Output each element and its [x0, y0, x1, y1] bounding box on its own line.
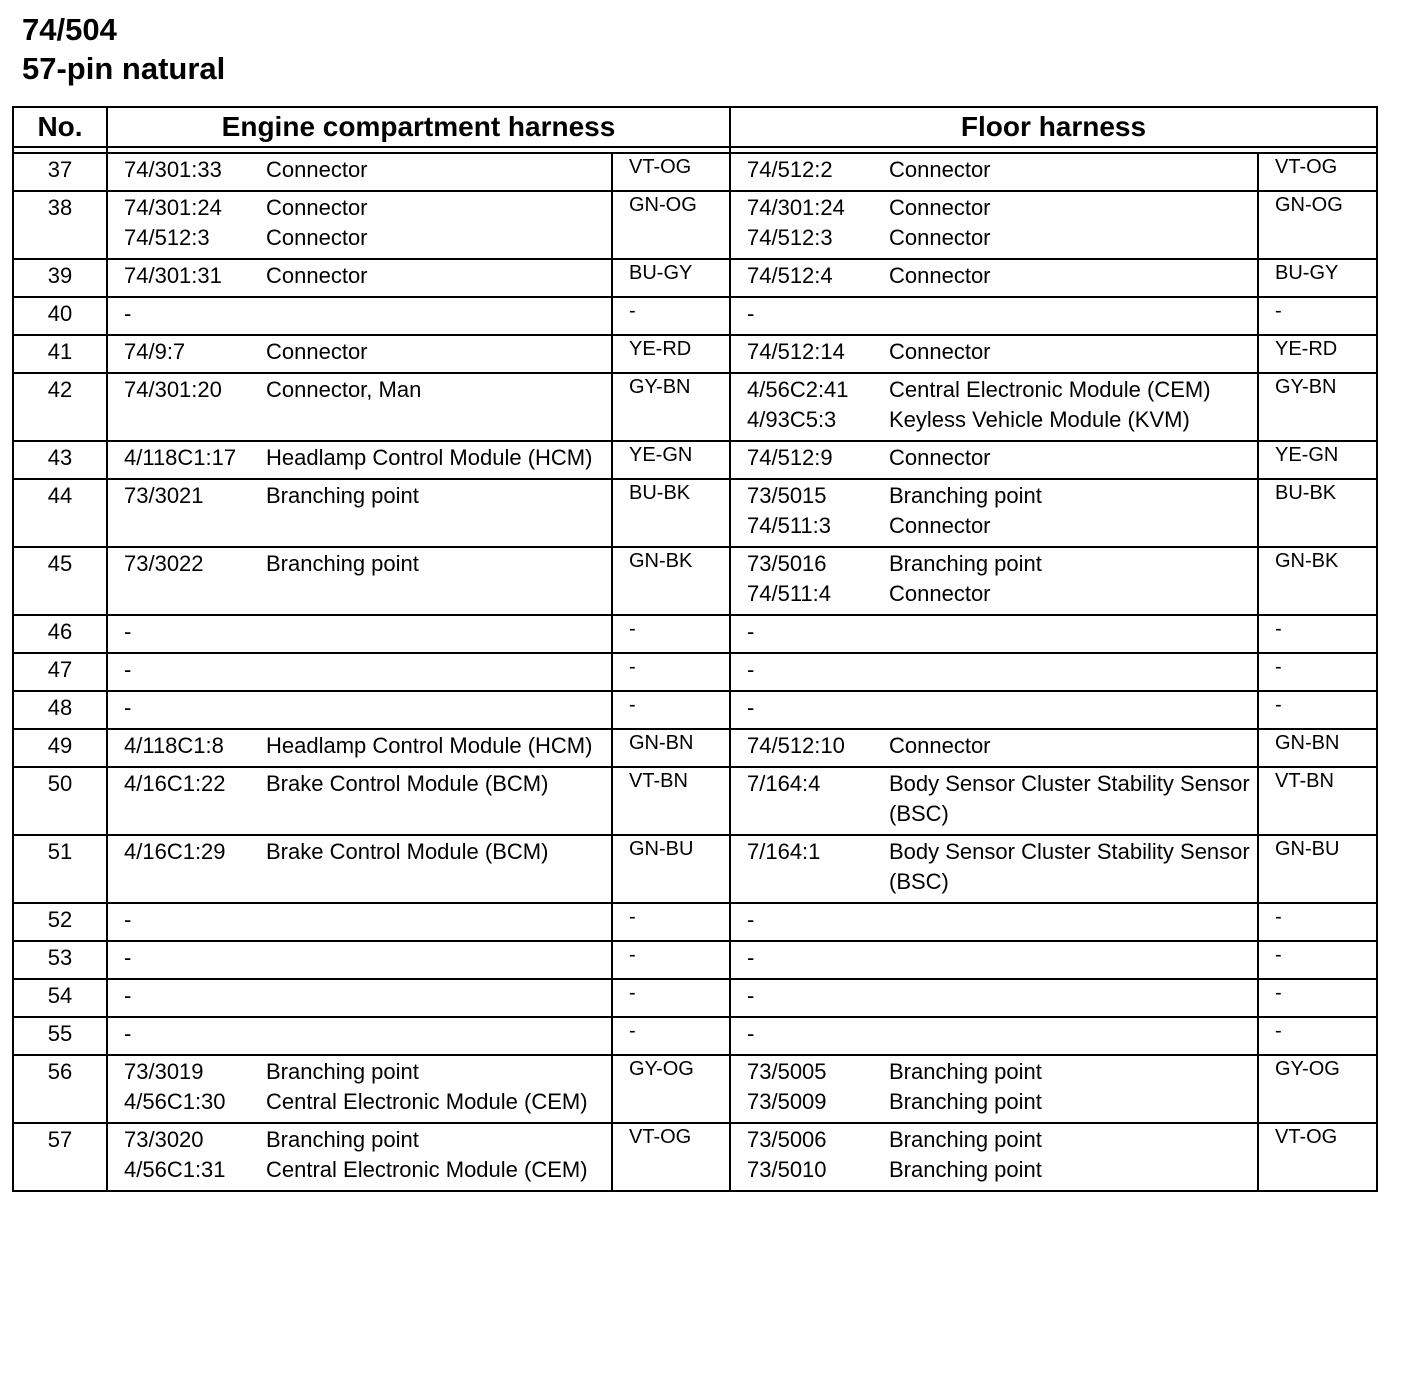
engine-connection-cell [107, 335, 612, 373]
pin-number: 53 [13, 941, 107, 979]
engine-entry [124, 549, 611, 579]
floor-wire-color: BU-GY [1258, 259, 1377, 297]
pin-number: 37 [13, 153, 107, 191]
engine-entry [124, 769, 611, 799]
engine-description: Connector [266, 225, 368, 250]
engine-wire-color: GY-OG [612, 1055, 730, 1123]
engine-description: Brake Control Module (BCM) [266, 771, 549, 796]
floor-connector-id: 74/301:24 [747, 195, 845, 220]
engine-description: Headlamp Control Module (HCM) [266, 445, 593, 470]
engine-description: Central Electronic Module (CEM) [266, 1089, 588, 1114]
engine-wire-color: - [612, 1017, 730, 1055]
floor-connector-id: 73/5016 [747, 551, 827, 576]
floor-wire-color: - [1258, 653, 1377, 691]
floor-description: Keyless Vehicle Module (KVM) [889, 407, 1190, 432]
floor-description [889, 693, 1257, 723]
engine-connector-id: 74/301:24 [124, 195, 222, 220]
document-title [22, 10, 225, 88]
floor-description: Connector [889, 581, 991, 606]
engine-connection-cell [107, 941, 612, 979]
table-row [13, 615, 1377, 653]
engine-connector-id: 73/3020 [124, 1127, 204, 1152]
floor-entry [747, 511, 1257, 541]
engine-description [266, 299, 611, 329]
engine-connection-cell [107, 615, 612, 653]
engine-description [266, 981, 611, 1011]
floor-connector-id: - [747, 945, 755, 970]
floor-connection-cell [730, 1017, 1258, 1055]
pin-number: 43 [13, 441, 107, 479]
floor-entry [747, 1125, 1257, 1155]
floor-connector-id: 74/512:4 [747, 263, 833, 288]
pin-number: 51 [13, 835, 107, 903]
floor-description [889, 981, 1257, 1011]
floor-entry [747, 223, 1257, 253]
engine-entry [124, 481, 611, 511]
floor-description: Branching point [889, 551, 1042, 576]
floor-connection-cell [730, 297, 1258, 335]
floor-entry [747, 1155, 1257, 1185]
floor-description: Branching point [889, 1059, 1042, 1084]
floor-connector-id: 7/164:1 [747, 839, 821, 864]
engine-description [266, 1019, 611, 1049]
table-row [13, 297, 1377, 335]
engine-entry [124, 617, 611, 647]
engine-wire-color: BU-GY [612, 259, 730, 297]
engine-connection-cell [107, 835, 612, 903]
pin-number: 48 [13, 691, 107, 729]
floor-connector-id: - [747, 983, 755, 1008]
floor-wire-color: - [1258, 979, 1377, 1017]
floor-entry [747, 579, 1257, 609]
engine-description [266, 655, 611, 685]
floor-entry [747, 299, 1257, 329]
engine-description: Branching point [266, 483, 419, 508]
floor-connection-cell [730, 979, 1258, 1017]
engine-wire-color: BU-BK [612, 479, 730, 547]
floor-connector-id: - [747, 301, 755, 326]
floor-entry [747, 481, 1257, 511]
engine-entry [124, 299, 611, 329]
engine-connection-cell [107, 691, 612, 729]
floor-connection-cell [730, 547, 1258, 615]
floor-description: Connector [889, 157, 991, 182]
floor-wire-color: VT-OG [1258, 1123, 1377, 1191]
engine-wire-color: - [612, 297, 730, 335]
floor-connection-cell [730, 653, 1258, 691]
engine-connector-id: 73/3022 [124, 551, 204, 576]
table-row [13, 767, 1377, 835]
header-no: No. [13, 107, 107, 147]
engine-connection-cell [107, 729, 612, 767]
floor-connection-cell [730, 941, 1258, 979]
pin-number: 55 [13, 1017, 107, 1055]
engine-connector-id: - [124, 907, 132, 932]
engine-wire-color: GY-BN [612, 373, 730, 441]
engine-connection-cell [107, 1055, 612, 1123]
engine-entry [124, 375, 611, 405]
engine-connection-cell [107, 979, 612, 1017]
engine-connection-cell [107, 1017, 612, 1055]
table-row [13, 373, 1377, 441]
floor-description: Connector [889, 263, 991, 288]
floor-entry [747, 193, 1257, 223]
floor-entry [747, 1019, 1257, 1049]
pin-number: 45 [13, 547, 107, 615]
engine-entry [124, 223, 611, 253]
engine-description: Brake Control Module (BCM) [266, 839, 549, 864]
engine-connector-id: 4/56C1:31 [124, 1157, 226, 1182]
pin-number: 40 [13, 297, 107, 335]
floor-wire-color: GY-BN [1258, 373, 1377, 441]
engine-wire-color: GN-BN [612, 729, 730, 767]
table-row [13, 653, 1377, 691]
floor-entry [747, 405, 1257, 435]
engine-entry [124, 1125, 611, 1155]
floor-connector-id: 74/512:2 [747, 157, 833, 182]
table-row [13, 691, 1377, 729]
engine-connector-id: - [124, 301, 132, 326]
floor-connector-id: 7/164:4 [747, 771, 821, 796]
floor-description: Connector [889, 513, 991, 538]
floor-wire-color: - [1258, 615, 1377, 653]
floor-description [889, 617, 1257, 647]
table-row [13, 979, 1377, 1017]
pin-number: 56 [13, 1055, 107, 1123]
floor-wire-color: - [1258, 297, 1377, 335]
floor-entry [747, 617, 1257, 647]
floor-connection-cell [730, 259, 1258, 297]
engine-description [266, 617, 611, 647]
engine-description [266, 693, 611, 723]
floor-connector-id: - [747, 1021, 755, 1046]
floor-wire-color: YE-GN [1258, 441, 1377, 479]
pin-number: 38 [13, 191, 107, 259]
table-row [13, 479, 1377, 547]
floor-description: Connector [889, 339, 991, 364]
engine-description: Connector [266, 263, 368, 288]
floor-connection-cell [730, 1123, 1258, 1191]
engine-connector-id: 4/56C1:30 [124, 1089, 226, 1114]
engine-connector-id: - [124, 983, 132, 1008]
floor-connector-id: - [747, 657, 755, 682]
floor-connector-id: 73/5005 [747, 1059, 827, 1084]
floor-entry [747, 769, 1257, 829]
floor-wire-color: GN-OG [1258, 191, 1377, 259]
engine-connection-cell [107, 653, 612, 691]
floor-description: Connector [889, 445, 991, 470]
engine-entry [124, 837, 611, 867]
floor-connector-id: 74/512:10 [747, 733, 845, 758]
pin-number: 42 [13, 373, 107, 441]
table-row [13, 903, 1377, 941]
floor-connector-id: 73/5006 [747, 1127, 827, 1152]
floor-wire-color: - [1258, 903, 1377, 941]
table-row [13, 441, 1377, 479]
engine-connection-cell [107, 441, 612, 479]
engine-connector-id: 4/16C1:22 [124, 771, 226, 796]
floor-description: Central Electronic Module (CEM) [889, 377, 1211, 402]
engine-entry [124, 193, 611, 223]
floor-connection-cell [730, 903, 1258, 941]
table-row [13, 191, 1377, 259]
pin-number: 57 [13, 1123, 107, 1191]
floor-connection-cell [730, 835, 1258, 903]
floor-entry [747, 943, 1257, 973]
engine-entry [124, 261, 611, 291]
connector-id: 74/504 [22, 12, 117, 47]
engine-connection-cell [107, 153, 612, 191]
engine-connection-cell [107, 479, 612, 547]
floor-connection-cell [730, 691, 1258, 729]
engine-wire-color: YE-GN [612, 441, 730, 479]
floor-wire-color: - [1258, 941, 1377, 979]
floor-description: Connector [889, 225, 991, 250]
floor-connector-id: 74/512:3 [747, 225, 833, 250]
floor-wire-color: GN-BK [1258, 547, 1377, 615]
floor-wire-color: VT-BN [1258, 767, 1377, 835]
floor-connection-cell [730, 615, 1258, 653]
table-row [13, 1055, 1377, 1123]
engine-connection-cell [107, 903, 612, 941]
engine-entry [124, 731, 611, 761]
floor-entry [747, 655, 1257, 685]
engine-description: Headlamp Control Module (HCM) [266, 733, 593, 758]
floor-connector-id: 4/56C2:41 [747, 377, 849, 402]
table-row [13, 1123, 1377, 1191]
pin-number: 39 [13, 259, 107, 297]
header-floor: Floor harness [730, 107, 1377, 147]
floor-connector-id: 73/5010 [747, 1157, 827, 1182]
engine-description: Branching point [266, 551, 419, 576]
engine-entry [124, 981, 611, 1011]
pin-number: 50 [13, 767, 107, 835]
floor-description: Connector [889, 733, 991, 758]
floor-entry [747, 1087, 1257, 1117]
floor-entry [747, 549, 1257, 579]
engine-description: Connector [266, 195, 368, 220]
engine-entry [124, 905, 611, 935]
floor-wire-color: BU-BK [1258, 479, 1377, 547]
floor-wire-color: GN-BU [1258, 835, 1377, 903]
floor-connector-id: 74/512:14 [747, 339, 845, 364]
floor-connection-cell [730, 335, 1258, 373]
engine-wire-color: GN-BU [612, 835, 730, 903]
floor-description [889, 905, 1257, 935]
engine-connector-id: 4/118C1:8 [124, 733, 224, 758]
engine-entry [124, 1057, 611, 1087]
floor-entry [747, 375, 1257, 405]
floor-entry [747, 905, 1257, 935]
floor-description: Body Sensor Cluster Stability Sensor (BSC) [889, 839, 1250, 894]
engine-connector-id: 4/16C1:29 [124, 839, 226, 864]
pin-number: 46 [13, 615, 107, 653]
engine-connection-cell [107, 547, 612, 615]
floor-connector-id: 74/512:9 [747, 445, 833, 470]
floor-connector-id: - [747, 619, 755, 644]
pin-number: 52 [13, 903, 107, 941]
floor-connector-id: 74/511:3 [747, 513, 832, 538]
floor-entry [747, 261, 1257, 291]
floor-connection-cell [730, 373, 1258, 441]
floor-connector-id: 4/93C5:3 [747, 407, 837, 432]
floor-entry [747, 337, 1257, 367]
engine-connector-id: - [124, 695, 132, 720]
engine-connector-id: - [124, 657, 132, 682]
floor-wire-color: - [1258, 1017, 1377, 1055]
engine-description: Connector, Man [266, 377, 422, 402]
floor-connection-cell [730, 729, 1258, 767]
engine-connector-id: - [124, 1021, 132, 1046]
floor-entry [747, 981, 1257, 1011]
engine-description: Branching point [266, 1127, 419, 1152]
floor-connector-id: - [747, 695, 755, 720]
floor-wire-color: GN-BN [1258, 729, 1377, 767]
engine-entry [124, 337, 611, 367]
floor-connection-cell [730, 1055, 1258, 1123]
floor-connector-id: 73/5009 [747, 1089, 827, 1114]
table-body [13, 153, 1377, 1191]
engine-wire-color: - [612, 691, 730, 729]
engine-connection-cell [107, 297, 612, 335]
pin-number: 47 [13, 653, 107, 691]
engine-connector-id: 74/301:31 [124, 263, 222, 288]
engine-connector-id: 74/301:33 [124, 157, 222, 182]
engine-description: Connector [266, 157, 368, 182]
engine-entry [124, 155, 611, 185]
engine-entry [124, 943, 611, 973]
engine-connector-id: 74/9:7 [124, 339, 186, 364]
engine-entry [124, 1019, 611, 1049]
floor-description: Branching point [889, 1157, 1042, 1182]
pinout-table [12, 106, 1378, 1192]
engine-wire-color: - [612, 979, 730, 1017]
pin-number: 49 [13, 729, 107, 767]
engine-entry [124, 1155, 611, 1185]
floor-entry [747, 1057, 1257, 1087]
engine-wire-color: VT-OG [612, 153, 730, 191]
header-row [13, 107, 1377, 147]
floor-entry [747, 731, 1257, 761]
engine-connector-id: 74/512:3 [124, 225, 210, 250]
floor-connection-cell [730, 441, 1258, 479]
floor-wire-color: YE-RD [1258, 335, 1377, 373]
floor-description: Branching point [889, 483, 1042, 508]
floor-description [889, 655, 1257, 685]
floor-description: Branching point [889, 1127, 1042, 1152]
engine-wire-color: YE-RD [612, 335, 730, 373]
floor-connection-cell [730, 153, 1258, 191]
header-engine: Engine compartment harness [107, 107, 730, 147]
floor-description [889, 299, 1257, 329]
floor-wire-color: - [1258, 691, 1377, 729]
floor-entry [747, 155, 1257, 185]
floor-wire-color: GY-OG [1258, 1055, 1377, 1123]
engine-connector-id: 74/301:20 [124, 377, 222, 402]
engine-wire-color: - [612, 615, 730, 653]
engine-connector-id: - [124, 619, 132, 644]
engine-description: Connector [266, 339, 368, 364]
floor-description [889, 1019, 1257, 1049]
engine-wire-color: VT-BN [612, 767, 730, 835]
engine-wire-color: GN-BK [612, 547, 730, 615]
floor-entry [747, 693, 1257, 723]
pin-number: 44 [13, 479, 107, 547]
engine-connector-id: 73/3019 [124, 1059, 204, 1084]
engine-connection-cell [107, 1123, 612, 1191]
connector-type: 57-pin natural [22, 51, 226, 86]
floor-entry [747, 837, 1257, 897]
engine-entry [124, 693, 611, 723]
engine-wire-color: - [612, 941, 730, 979]
floor-connector-id: 74/511:4 [747, 581, 832, 606]
engine-wire-color: VT-OG [612, 1123, 730, 1191]
floor-connection-cell [730, 767, 1258, 835]
engine-description [266, 905, 611, 935]
engine-connection-cell [107, 767, 612, 835]
table-row [13, 547, 1377, 615]
engine-connector-id: 73/3021 [124, 483, 204, 508]
floor-entry [747, 443, 1257, 473]
floor-connector-id: 73/5015 [747, 483, 827, 508]
table-row [13, 153, 1377, 191]
table-row [13, 1017, 1377, 1055]
floor-description: Body Sensor Cluster Stability Sensor (BSC) [889, 771, 1250, 826]
engine-description: Central Electronic Module (CEM) [266, 1157, 588, 1182]
table-row [13, 729, 1377, 767]
floor-description [889, 943, 1257, 973]
floor-connector-id: - [747, 907, 755, 932]
pin-number: 54 [13, 979, 107, 1017]
engine-entry [124, 655, 611, 685]
engine-connector-id: - [124, 945, 132, 970]
floor-description: Connector [889, 195, 991, 220]
floor-description: Branching point [889, 1089, 1042, 1114]
engine-connection-cell [107, 191, 612, 259]
table-row [13, 835, 1377, 903]
engine-wire-color: - [612, 903, 730, 941]
engine-connection-cell [107, 373, 612, 441]
engine-connector-id: 4/118C1:17 [124, 445, 237, 470]
engine-entry [124, 443, 611, 473]
engine-description: Branching point [266, 1059, 419, 1084]
engine-entry [124, 1087, 611, 1117]
engine-wire-color: - [612, 653, 730, 691]
table-row [13, 259, 1377, 297]
pin-number: 41 [13, 335, 107, 373]
engine-description [266, 943, 611, 973]
engine-connection-cell [107, 259, 612, 297]
table-row [13, 335, 1377, 373]
table-row [13, 941, 1377, 979]
floor-wire-color: VT-OG [1258, 153, 1377, 191]
engine-wire-color: GN-OG [612, 191, 730, 259]
floor-connection-cell [730, 479, 1258, 547]
floor-connection-cell [730, 191, 1258, 259]
